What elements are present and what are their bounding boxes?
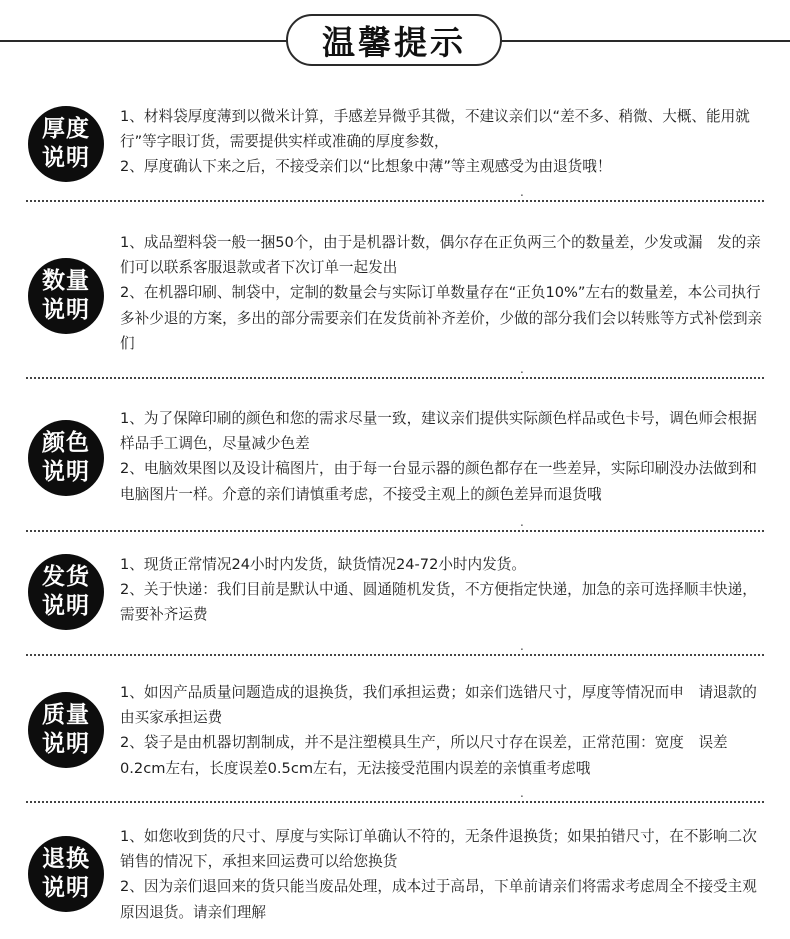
paragraph: 2、厚度确认下来之后，不接受亲们以“比想象中薄”等主观感受为由退货哦！: [120, 158, 612, 176]
section-text: [120, 104, 768, 180]
badge-line: 质量: [42, 702, 90, 728]
paragraph: 1、如您收到货的尺寸、厚度与实际订单确认不符的，无条件退换货；如果拍错尺寸，在不影响二次销售的情况下，承担来回运费可以给您换货: [120, 828, 757, 871]
badge-quantity: [28, 258, 104, 334]
badge-line: 厚度: [42, 116, 90, 142]
section-text: [120, 680, 768, 781]
divider-dot: .: [520, 362, 524, 376]
divider: [26, 377, 764, 379]
paragraph: 1、成品塑料袋一般一捆50个，由于是机器计数，偶尔存在正负两三个的数量差，少发或漏 发的亲们可以联系客服退款或者下次订单一起发出: [120, 234, 761, 277]
section-text: [120, 230, 768, 356]
section-thickness: [0, 100, 790, 205]
badge-quality: [28, 692, 104, 768]
divider: [26, 654, 764, 656]
page-title: 温馨提示: [322, 22, 466, 62]
section-text: [120, 552, 768, 628]
divider: [26, 200, 764, 202]
divider-dot: .: [520, 185, 524, 199]
paragraph: 1、如因产品质量问题造成的退换货，我们承担运费；如亲们选错尺寸，厚度等情况而申 请退款的由买家承担运费: [120, 684, 757, 727]
title-banner: [286, 14, 502, 66]
paragraph: 2、因为亲们退回来的货只能当废品处理，成本过于高昂，下单前请亲们将需求考虑周全不接受主观原因退货。请亲们理解: [120, 878, 757, 921]
divider-dot: .: [520, 786, 524, 800]
paragraph: 2、袋子是由机器切割制成，并不是注塑模具生产，所以尺寸存在误差，正常范围：宽度 误差0.2cm左右，长度误差0.5cm左右，无法接受范围内误差的亲慎重考虑哦: [120, 734, 728, 777]
badge-line: 说明: [42, 297, 90, 323]
paragraph: 2、电脑效果图以及设计稿图片，由于每一台显示器的颜色都存在一些差异，实际印刷没办法做到和电脑图片一样。介意的亲们请慎重考虑，不接受主观上的颜色差异而退货哦: [120, 460, 757, 503]
badge-line: 说明: [42, 459, 90, 485]
badge-line: 说明: [42, 731, 90, 757]
divider-dot: .: [520, 515, 524, 529]
paragraph: 1、为了保障印刷的颜色和您的需求尽量一致，建议亲们提供实际颜色样品或色卡号，调色师会根据样品手工调色，尽量减少色差: [120, 410, 757, 453]
badge-line: 颜色: [42, 430, 90, 456]
section-text: [120, 406, 768, 507]
badge-line: 说明: [42, 593, 90, 619]
paragraph: 2、在机器印刷、制袋中，定制的数量会与实际订单数量存在“正负10%”左右的数量差，本公司执行多补少退的方案，多出的部分需要亲们在发货前补齐差价，少做的部分我们会以转账等方式补偿到亲们: [120, 284, 763, 352]
divider: [26, 801, 764, 803]
badge-line: 发货: [42, 564, 90, 590]
badge-shipping: [28, 554, 104, 630]
badge-color: [28, 420, 104, 496]
section-text: [120, 824, 768, 925]
paragraph: 2、关于快递：我们目前是默认中通、圆通随机发货，不方便指定快递，加急的亲可选择顺丰快递，需要补齐运费: [120, 581, 757, 624]
badge-line: 说明: [42, 875, 90, 901]
paragraph: 1、现货正常情况24小时内发货，缺货情况24-72小时内发货。: [120, 556, 526, 573]
badge-thickness: [28, 106, 104, 182]
badge-return: [28, 836, 104, 912]
divider: [26, 530, 764, 532]
badge-line: 数量: [42, 268, 90, 294]
badge-line: 退换: [42, 846, 90, 872]
paragraph: 1、材料袋厚度薄到以微米计算，手感差异微乎其微，不建议亲们以“差不多、稍微、大概、能用就行”等字眼订货，需要提供实样或准确的厚度参数，: [120, 108, 750, 151]
badge-line: 说明: [42, 145, 90, 171]
divider-dot: .: [520, 639, 524, 653]
